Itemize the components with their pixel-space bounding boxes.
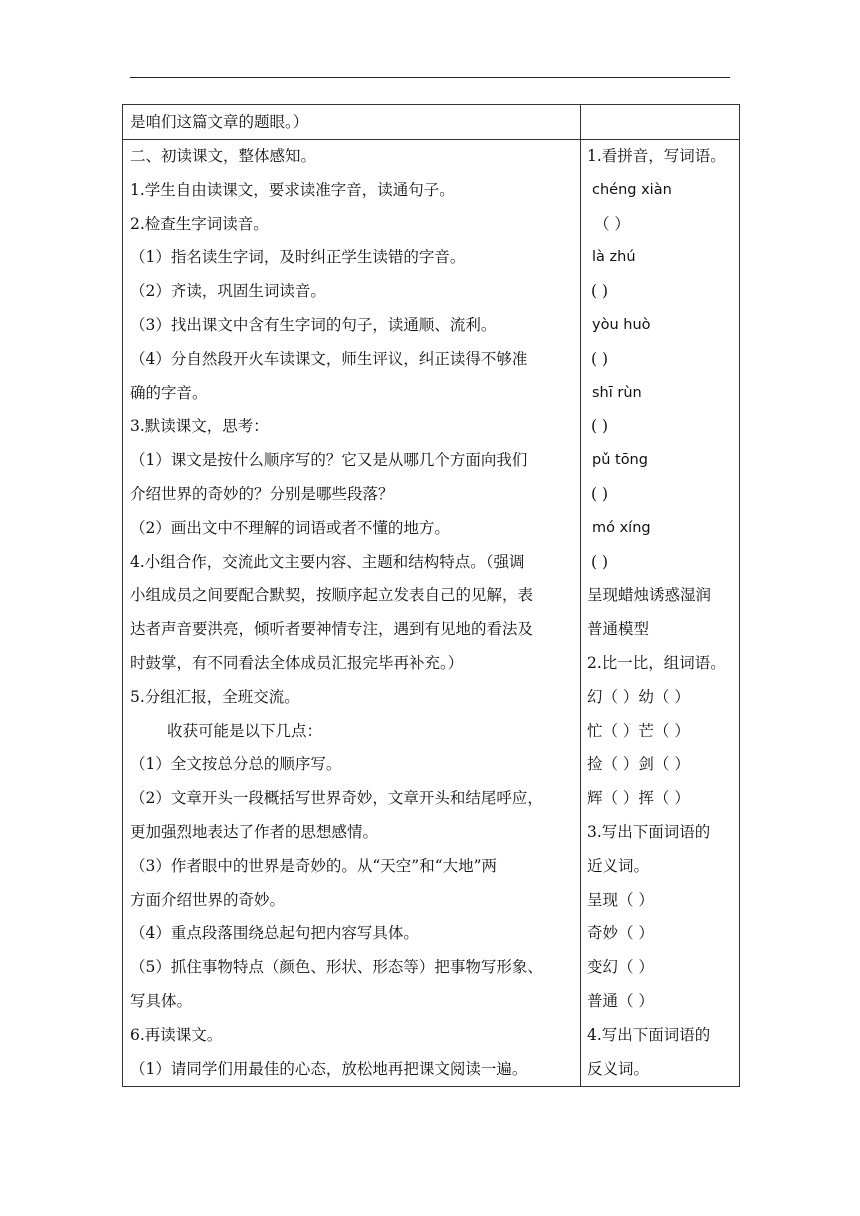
pinyin-line: pǔ tōng <box>592 452 648 469</box>
pinyin-line: là zhú <box>592 249 636 266</box>
step-line: （1）指名读生字词，及时纠正学生读错的字音。 <box>130 248 466 267</box>
answer-blank: ( ) <box>591 484 609 503</box>
step-line: （4）重点段落围绕总起句把内容写具体。 <box>130 924 419 943</box>
pinyin-line: mó xíng <box>592 519 651 536</box>
step-line: 6.再读课文。 <box>130 1025 223 1044</box>
step-line: 更加强烈地表达了作者的思想感情。 <box>130 822 379 841</box>
step-line: （2）文章开头一段概括写世界奇妙，文章开头和结尾呼应， <box>130 789 543 808</box>
exercise-line: 3.写出下面词语的 <box>587 822 711 841</box>
exercise-line: 忙（ ）芒（ ） <box>587 721 690 740</box>
continuation-text: 是咱们这篇文章的题眼。） <box>130 113 309 131</box>
step-line: 达者声音要洪亮，倾听者要神情专注，遇到有见地的看法及 <box>130 620 534 639</box>
exercise-line: 普通模型 <box>587 620 650 639</box>
step-line: 2.检查生字词读音。 <box>130 214 269 233</box>
answer-blank: ( ) <box>591 349 609 368</box>
step-line: 4.小组合作，交流此文主要内容、主题和结构特点。（强调 <box>130 552 525 571</box>
answer-blank: ( ) <box>591 552 609 571</box>
exercise-line: 反义词。 <box>587 1059 650 1078</box>
exercise-line: 幻（ ）幼（ ） <box>587 687 690 706</box>
step-line: 介绍世界的奇妙的？分别是哪些段落？ <box>130 484 394 503</box>
table-row <box>123 105 740 140</box>
step-line: （1）课文是按什么顺序写的？它又是从哪几个方面向我们 <box>130 451 528 470</box>
pinyin-line: yòu huò <box>592 316 651 333</box>
answer-blank: （ ） <box>594 214 630 233</box>
step-line: 收获可能是以下几点： <box>167 721 323 740</box>
teaching-steps-cell <box>123 140 581 1087</box>
step-line: 写具体。 <box>130 991 193 1010</box>
exercise-line: 1.看拼音，写词语。 <box>587 147 726 165</box>
step-line: （3）作者眼中的世界是奇妙的。从“天空”和“大地”两 <box>130 856 498 875</box>
step-line: 3.默读课文，思考： <box>130 417 269 436</box>
step-line: 1.学生自由读课文，要求读准字音，读通句子。 <box>130 180 455 199</box>
answer-blank: ( ) <box>591 282 609 301</box>
step-line: （1）请同学们用最佳的心态，放松地再把课文阅读一遍。 <box>130 1059 528 1078</box>
exercise-line: 变幻（ ） <box>587 958 654 977</box>
step-line: （2）齐读，巩固生词读音。 <box>130 282 326 301</box>
pinyin-line: chéng xiàn <box>592 181 672 198</box>
continuation-empty-cell <box>581 105 740 140</box>
step-line: 方面介绍世界的奇妙。 <box>130 890 286 909</box>
exercise-line: 普通（ ） <box>587 991 654 1010</box>
exercise-line: 2.比一比，组词语。 <box>587 653 726 672</box>
step-line: 确的字音。 <box>130 383 208 402</box>
exercise-line: 辉（ ）挥（ ） <box>587 789 690 808</box>
exercise-line: 呈现（ ） <box>587 890 654 909</box>
continuation-right-text <box>581 105 739 139</box>
step-line: 时鼓掌，有不同看法全体成员汇报完毕再补充。） <box>130 653 464 672</box>
step-line: （2）画出文中不理解的词语或者不懂的地方。 <box>130 518 450 537</box>
exercises-cell <box>581 140 740 1087</box>
exercise-line: 奇妙（ ） <box>587 924 654 943</box>
step-line: （3）找出课文中含有生字词的句子，读通顺、流利。 <box>130 315 497 334</box>
exercise-line: 呈现蜡烛诱惑湿润 <box>587 586 712 605</box>
step-line: （5）抓住事物特点（颜色、形状、形态等）把事物写形象、 <box>130 958 543 977</box>
table-row <box>123 140 740 1087</box>
exercise-line: 捡（ ）剑（ ） <box>587 755 690 774</box>
step-line: （4）分自然段开火车读课文，师生评议，纠正读得不够准 <box>130 349 528 368</box>
lesson-plan-table <box>122 104 740 1087</box>
step-line: （1）全文按总分总的顺序写。 <box>130 755 342 774</box>
step-line: 二、初读课文，整体感知。 <box>130 147 317 165</box>
step-line: 小组成员之间要配合默契，按顺序起立发表自己的见解，表 <box>130 586 534 605</box>
answer-blank: ( ) <box>591 417 609 436</box>
exercise-line: 4.写出下面词语的 <box>587 1025 711 1044</box>
pinyin-line: shī rùn <box>592 384 642 401</box>
continuation-cell <box>123 105 581 140</box>
exercise-line: 近义词。 <box>587 856 650 875</box>
step-line: 5.分组汇报，全班交流。 <box>130 687 300 706</box>
header-rule <box>130 77 730 78</box>
